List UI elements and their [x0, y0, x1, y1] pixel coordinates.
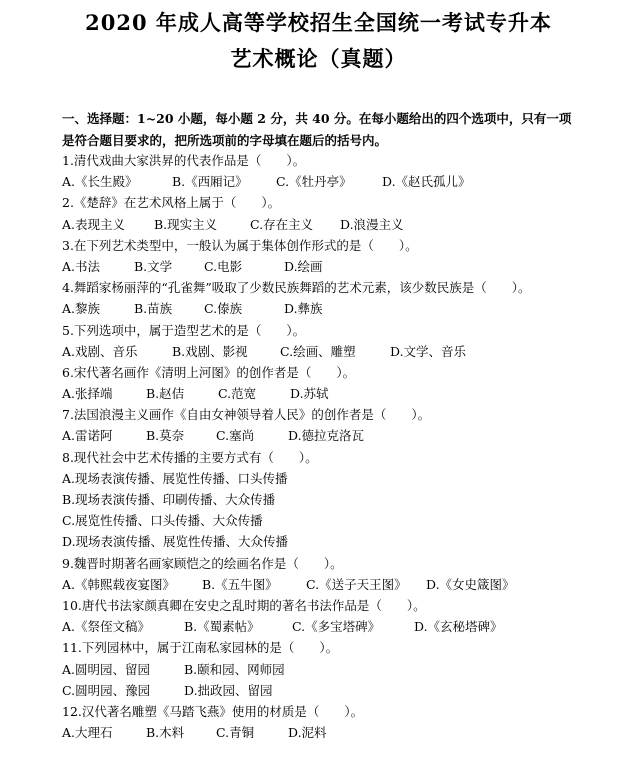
option: D.泥料	[288, 725, 327, 741]
option: C.《多宝塔碑》	[292, 619, 381, 635]
option: C.范宽	[218, 386, 257, 402]
question-stem: 9.魏晋时期著名画家顾恺之的绘画名作是（ ）。	[62, 555, 343, 571]
option: A.现场表演传播、展览性传播、口头传播	[62, 470, 288, 486]
option: D.《玄秘塔碑》	[414, 619, 503, 635]
page-title: 2020 年成人高等学校招生全国统一考试专升本	[85, 10, 552, 35]
option: D.绘画	[284, 258, 323, 274]
option: C.存在主义	[250, 216, 314, 232]
option: A.黎族	[62, 301, 101, 317]
option: A.表现主义	[62, 216, 126, 232]
question-stem: 3.在下列艺术类型中，一般认为属于集体创作形式的是（ ）。	[62, 237, 418, 253]
option: D.浪漫主义	[340, 216, 404, 232]
option: C.绘画、雕塑	[280, 343, 356, 359]
option: A.雷诺阿	[62, 428, 113, 444]
options-row	[62, 659, 602, 680]
options-row	[62, 171, 602, 192]
option: A.大理石	[62, 725, 113, 741]
question-stem: 12.汉代著名雕塑《马踏飞燕》使用的材质是（ ）。	[62, 703, 364, 719]
question-stem: 2.《楚辞》在艺术风格上属于（ ）。	[62, 195, 281, 211]
option: B.文学	[134, 258, 173, 274]
option: A.张择端	[62, 386, 113, 402]
question-stem: 10.唐代书法家颜真卿在安史之乱时期的著名书法作品是（ ）。	[62, 597, 426, 613]
option: C.塞尚	[216, 428, 255, 444]
question-list	[62, 150, 602, 743]
options-row	[62, 298, 602, 319]
options-row	[62, 616, 602, 637]
question-stem: 11.下列园林中，属于江南私家园林的是（ ）。	[62, 640, 339, 656]
question-stem: 5.下列选项中，属于造型艺术的是（ ）。	[62, 322, 306, 338]
option: B.《西厢记》	[172, 174, 248, 190]
option: B.戏剧、影视	[172, 343, 248, 359]
options-row	[62, 425, 602, 446]
option: A.圆明园、留园	[62, 661, 151, 677]
option: C.青铜	[216, 725, 255, 741]
option: B.苗族	[134, 301, 173, 317]
options-row	[62, 722, 602, 743]
option: C.傣族	[204, 301, 243, 317]
option: B.现场表演传播、印刷传播、大众传播	[62, 492, 276, 507]
option: A.《祭侄文稿》	[62, 619, 151, 635]
option: B.莫奈	[146, 428, 185, 444]
question-stem: 6.宋代著名画作《清明上河图》的创作者是（ ）。	[62, 364, 356, 380]
question-stem: 4.舞蹈家杨丽萍的“孔雀舞”吸取了少数民族舞蹈的艺术元素，该少数民族是（ ）。	[62, 280, 531, 296]
option: B.现实主义	[154, 216, 218, 232]
option: B.《蜀素帖》	[184, 619, 260, 635]
option: D.德拉克洛瓦	[288, 428, 365, 444]
option: C.《牡丹亭》	[276, 174, 352, 190]
options-row	[62, 574, 602, 595]
option: A.书法	[62, 258, 101, 274]
option: A.《长生殿》	[62, 174, 138, 190]
option: C.展览性传播、口头传播、大众传播	[62, 513, 263, 529]
option: A.戏剧、音乐	[62, 343, 138, 359]
option: D.《赵氏孤儿》	[382, 174, 471, 190]
options-row	[62, 256, 602, 277]
option: C.圆明园、豫园	[62, 682, 151, 698]
option: B.木料	[146, 725, 185, 741]
option: B.《五牛图》	[202, 576, 278, 592]
question-stem: 7.法国浪漫主义画作《自由女神领导着人民》的创作者是（ ）。	[62, 407, 431, 423]
option: C.《送子天王图》	[306, 576, 407, 592]
option: D.现场表演传播、展览性传播、大众传播	[62, 534, 289, 550]
page-subtitle: 艺术概论（真题）	[230, 46, 407, 71]
section-heading: 一、选择题：1~20 小题，每小题 2 分，共 40 分。在每小题给出的四个选项中，只有一项是符合题目要求的，把所选项前的字母填在题后的括号内。	[62, 111, 572, 148]
option: B.颐和园、网师园	[184, 661, 285, 677]
option: D.拙政园、留园	[184, 682, 273, 698]
question-stem: 1.清代戏曲大家洪昇的代表作品是（ ）。	[62, 153, 306, 168]
option: D.文学、音乐	[390, 343, 467, 359]
option: B.赵佶	[146, 386, 185, 402]
options-row	[62, 383, 602, 404]
option: D.彝族	[284, 301, 323, 317]
option: D.《女史箴图》	[426, 576, 515, 592]
option: D.苏轼	[290, 386, 329, 402]
options-row	[62, 680, 602, 701]
options-row	[62, 214, 602, 235]
option: C.电影	[204, 258, 243, 274]
question-stem: 8.现代社会中艺术传播的主要方式有（ ）。	[62, 449, 318, 465]
option: A.《韩熙载夜宴图》	[62, 576, 176, 592]
options-row	[62, 341, 602, 362]
